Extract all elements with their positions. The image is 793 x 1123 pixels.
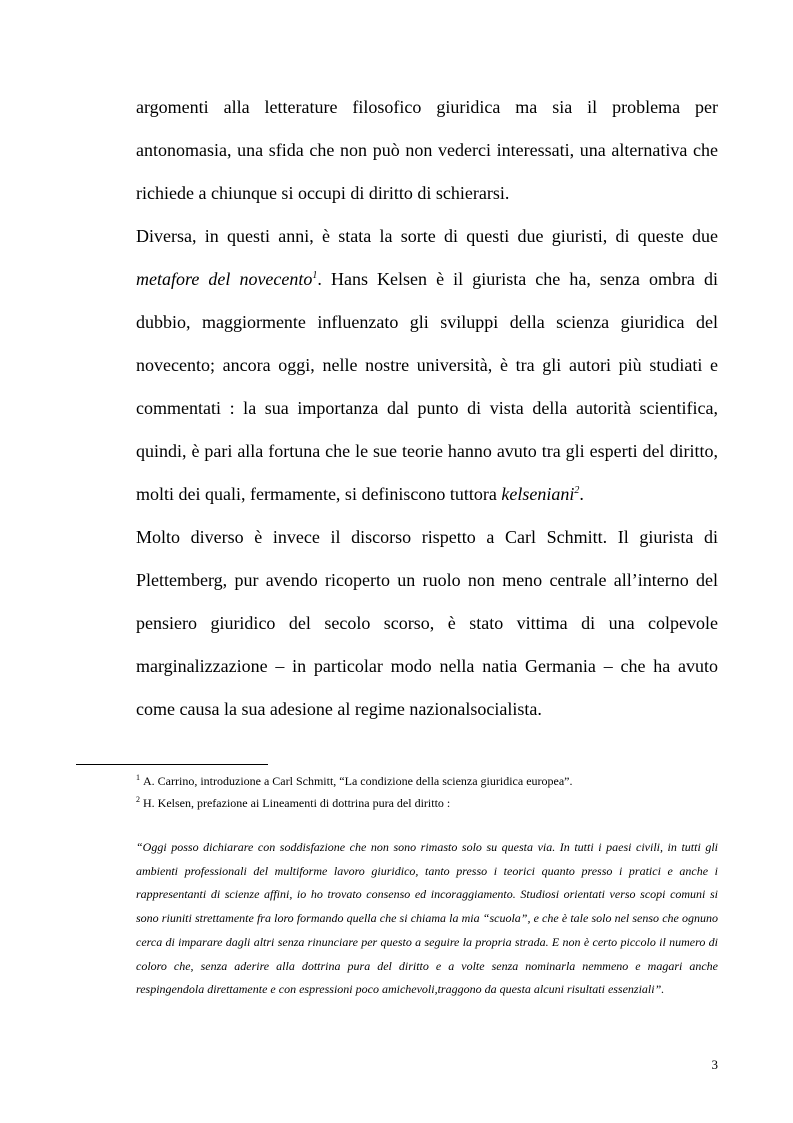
footnote-separator — [76, 764, 268, 765]
footnote-ref-2[interactable]: 2 — [574, 485, 580, 496]
main-text — [136, 86, 718, 731]
footnote-1-number: 1 — [136, 773, 140, 782]
footnotes — [136, 770, 718, 814]
kelsen-quote: “Oggi posso dichiarare con soddisfazione che non sono rimasto solo su questa via. In tutti i paesi civili, in tutti gli ambienti professionali del multiforme lavoro giuridico, tanto presso i teorici quanto presso i pratici e anche i rappresentanti di scienze affini, io ho trovato consenso ed incoraggiamento. Studiosi orientati verso scopi comuni si sono riuniti strettamente fra loro formando quella che si chiama la mia “scuola”, e che è tale solo nel senso che ognuno cerca di imparare dagli altri senza rinunciare per questo a seguire la propria strada. E non è certo piccolo il numero di coloro che, senza aderire alla dottrina pura del diritto e a volte senza nominarla nemmeno e magari anche respingendola direttamente e con espressioni poco amichevoli,traggono da questa alcuni risultati essenziali”. — [136, 840, 718, 997]
paragraph-2 — [136, 215, 718, 516]
page-number: 3 — [711, 1057, 718, 1072]
footnote-2-text: H. Kelsen, prefazione ai Lineamenti di dottrina pura del diritto : — [143, 796, 451, 810]
footnote-2 — [136, 792, 718, 814]
footnote-ref-1[interactable]: 1 — [312, 270, 318, 281]
footnote-1-text: A. Carrino, introduzione a Carl Schmitt, “La condizione della scienza giuridica europea”. — [143, 774, 573, 788]
metafore-phrase: metafore del novecento — [136, 269, 313, 289]
paragraph-2-text-b: . Hans Kelsen è il giurista che ha, senza ombra di dubbio, maggiormente influenzato gli sviluppi della scienza giuridica del novecento; ancora oggi, nelle nostre università, è tra gli autori più studiati e commentati : la sua importanza dal punto di vista della autorità scientifica, quindi, è pari alla fortuna che le sue teorie hanno avuto tra gli esperti del diritto, molti dei quali, fermamente, si definiscono tuttora — [136, 269, 718, 504]
paragraph-1: argomenti alla letterature filosofico giuridica ma sia il problema per antonomasia, una sfida che non può non vederci interessati, una alternativa che richiede a chiunque si occupi di diritto di schierarsi. — [136, 97, 718, 203]
paragraph-2-end: . — [579, 484, 584, 504]
footnote-2-number: 2 — [136, 795, 140, 804]
paragraph-3: Molto diverso è invece il discorso rispetto a Carl Schmitt. Il giurista di Plettemberg, pur avendo ricoperto un ruolo non meno centrale all’interno del pensiero giuridico del secolo scorso, è stato vittima di una colpevole marginalizzazione – in particolar modo nella natia Germania – che ha avuto come causa la sua adesione al regime nazionalsocialista. — [136, 527, 718, 719]
paragraph-2-text-a: Diversa, in questi anni, è stata la sorte di questi due giuristi, di queste due — [136, 226, 718, 246]
footnote-1 — [136, 770, 718, 792]
kelseniani-word: kelseniani — [501, 484, 575, 504]
